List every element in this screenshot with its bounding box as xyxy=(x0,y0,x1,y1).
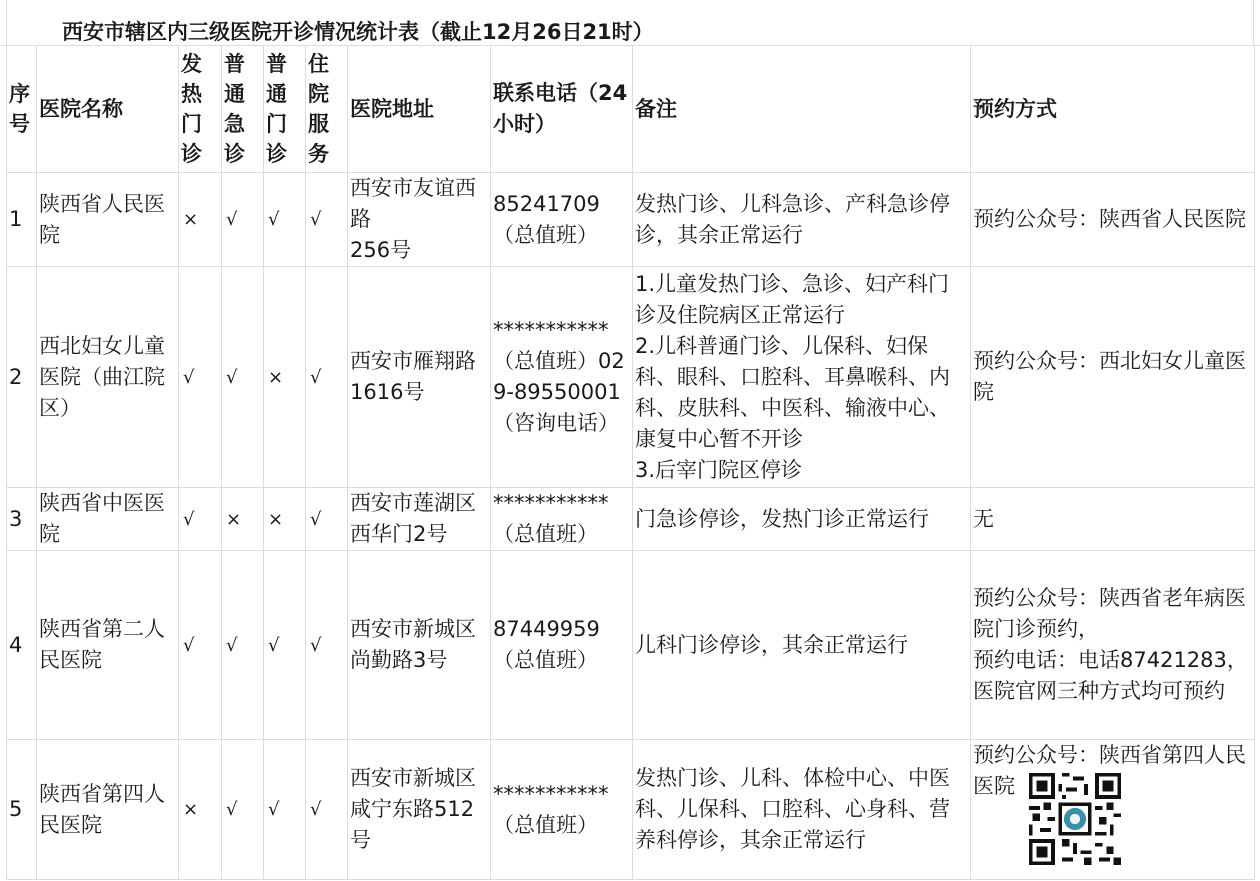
booking-method: 预约公众号：陕西省人民医院 xyxy=(971,173,1255,267)
emergency-status: √ xyxy=(222,551,264,740)
header-remark: 备注 xyxy=(633,46,971,173)
inpatient-status: √ xyxy=(306,740,348,880)
hospital-remark: 儿科门诊停诊，其余正常运行 xyxy=(633,551,971,740)
booking-method: 无 xyxy=(971,488,1255,551)
inpatient-status: √ xyxy=(306,173,348,267)
booking-method: 预约公众号：陕西省老年病医院门诊预约， 预约电话：电话87421283， 医院官网三种方式均可预约 xyxy=(971,551,1255,740)
table-row xyxy=(7,551,1255,740)
fever-status: √ xyxy=(179,551,222,740)
row-index: 4 xyxy=(7,551,37,740)
hospital-remark: 1.儿童发热门诊、急诊、妇产科门诊及住院病区正常运行 2.儿科普通门诊、儿保科、妇保科、眼科、口腔科、耳鼻喉科、内科、皮肤科、中医科、输液中心、康复中心暂不开诊 3.后宰门院区停诊 xyxy=(633,267,971,488)
hospital-phone: 85241709（总值班） xyxy=(491,173,633,267)
hospital-remark: 门急诊停诊，发热门诊正常运行 xyxy=(633,488,971,551)
fever-status: × xyxy=(179,173,222,267)
row-index: 3 xyxy=(7,488,37,551)
hospital-address: 西安市莲湖区西华门2号 xyxy=(348,488,491,551)
outpatient-status: √ xyxy=(264,173,306,267)
hospital-name: 陕西省中医医院 xyxy=(37,488,179,551)
table-row xyxy=(7,488,1255,551)
qr-code-icon xyxy=(1026,773,1124,865)
header-booking: 预约方式 xyxy=(971,46,1255,173)
hospital-phone: ***********（总值班） xyxy=(491,488,633,551)
fever-status: √ xyxy=(179,488,222,551)
hospital-name: 陕西省第二人民医院 xyxy=(37,551,179,740)
hospital-address: 西安市友谊西路 256号 xyxy=(348,173,491,267)
hospital-name: 陕西省第四人民医院 xyxy=(37,740,179,880)
fever-status: × xyxy=(179,740,222,880)
hospital-address: 西安市新城区尚勤路3号 xyxy=(348,551,491,740)
emergency-status: × xyxy=(222,488,264,551)
inpatient-status: √ xyxy=(306,551,348,740)
header-emergency: 普通急诊 xyxy=(222,46,264,173)
emergency-status: √ xyxy=(222,267,264,488)
header-address: 医院地址 xyxy=(348,46,491,173)
booking-cell xyxy=(971,740,1255,880)
header-name: 医院名称 xyxy=(37,46,179,173)
inpatient-status: √ xyxy=(306,488,348,551)
hospital-remark: 发热门诊、儿科、体检中心、中医科、儿保科、口腔科、心身科、营养科停诊，其余正常运行 xyxy=(633,740,971,880)
emergency-status: √ xyxy=(222,740,264,880)
inpatient-status: √ xyxy=(306,267,348,488)
booking-method: 预约公众号：西北妇女儿童医院 xyxy=(971,267,1255,488)
fever-status: √ xyxy=(179,267,222,488)
outpatient-status: × xyxy=(264,488,306,551)
hospital-name: 西北妇女儿童医院（曲江院区） xyxy=(37,267,179,488)
emergency-status: √ xyxy=(222,173,264,267)
hospital-address: 西安市雁翔路1616号 xyxy=(348,267,491,488)
header-phone: 联系电话（24小时） xyxy=(491,46,633,173)
row-index: 5 xyxy=(7,740,37,880)
header-outpatient: 普通门诊 xyxy=(264,46,306,173)
hospital-address: 西安市新城区咸宁东路512号 xyxy=(348,740,491,880)
outpatient-status: √ xyxy=(264,740,306,880)
page-title: 西安市辖区内三级医院开诊情况统计表（截止12月26日21时） xyxy=(62,20,654,44)
outpatient-status: √ xyxy=(264,551,306,740)
table-row xyxy=(7,173,1255,267)
outpatient-status: × xyxy=(264,267,306,488)
hospital-phone: ***********（总值班） xyxy=(491,740,633,880)
header-fever: 发热门诊 xyxy=(179,46,222,173)
hospital-remark: 发热门诊、儿科急诊、产科急诊停诊，其余正常运行 xyxy=(633,173,971,267)
title-bar-right-border xyxy=(1253,0,1254,45)
hospital-name: 陕西省人民医院 xyxy=(37,173,179,267)
row-index: 2 xyxy=(7,267,37,488)
title-bar-left-border xyxy=(6,0,7,45)
row-index: 1 xyxy=(7,173,37,267)
table-row xyxy=(7,740,1255,880)
hospital-phone: 87449959（总值班） xyxy=(491,551,633,740)
table-row xyxy=(7,267,1255,488)
header-inpatient: 住院服务 xyxy=(306,46,348,173)
header-index: 序号 xyxy=(7,46,37,173)
hospital-status-table xyxy=(6,45,1255,880)
hospital-phone: ***********（总值班）029-89550001（咨询电话） xyxy=(491,267,633,488)
header-row xyxy=(7,46,1255,173)
booking-method: 预约公众号：陕西省第四人民医院 xyxy=(973,743,1246,798)
